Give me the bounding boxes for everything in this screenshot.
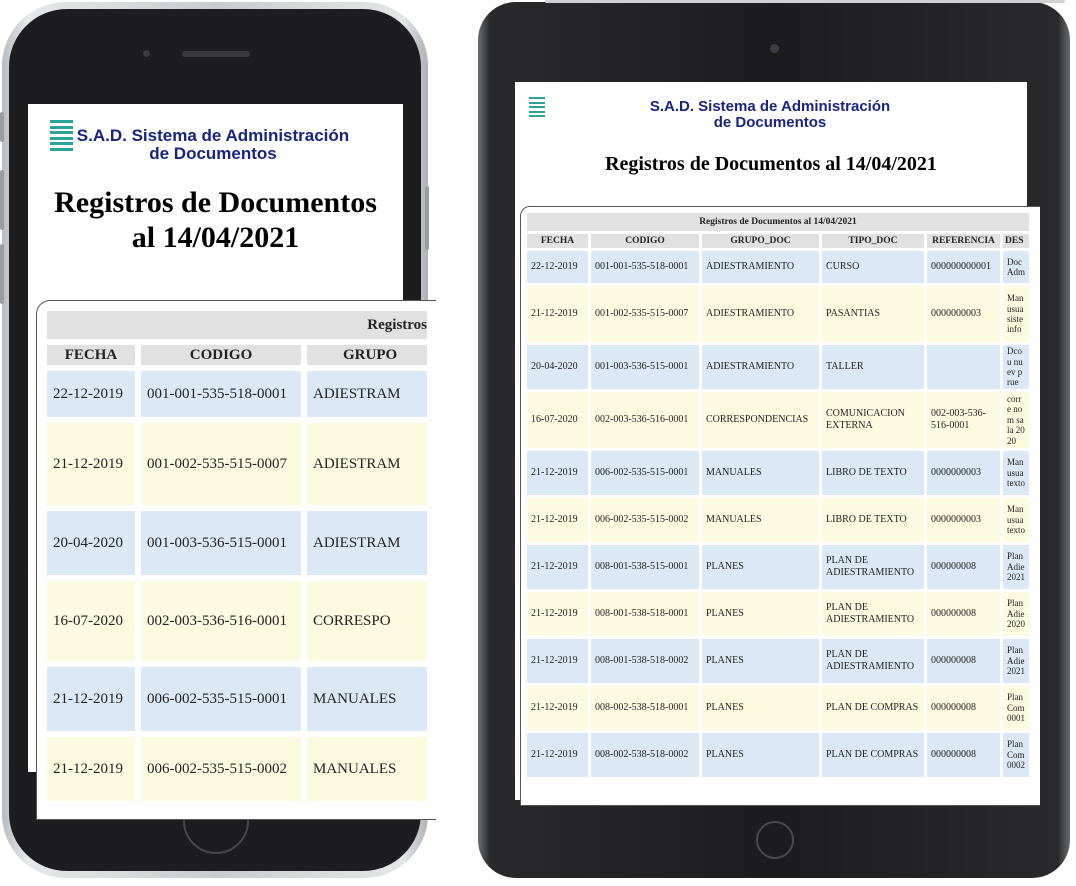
cell-descripcion: Man usua texto bbox=[1003, 498, 1029, 542]
cell-codigo: 008-001-538-518-0001 bbox=[591, 592, 699, 636]
cell-grupo-doc: PLANES bbox=[702, 733, 819, 777]
tablet-camera bbox=[770, 44, 779, 53]
records-table bbox=[524, 210, 1032, 780]
cell-fecha: 21-12-2019 bbox=[527, 686, 588, 730]
brand-title bbox=[605, 99, 935, 131]
cell-grupo-doc: ADIESTRAMIENTO bbox=[702, 251, 819, 283]
cell-grupo-doc: MANUALES bbox=[702, 498, 819, 542]
table-row[interactable] bbox=[47, 371, 427, 417]
cell-fecha: 21-12-2019 bbox=[527, 592, 588, 636]
cell-descripcion: Man usua siste info bbox=[1003, 286, 1029, 342]
cell-codigo: 006-002-535-515-0001 bbox=[141, 667, 301, 731]
table-row[interactable] bbox=[527, 592, 1029, 636]
cell-referencia: 000000008 bbox=[927, 733, 1000, 777]
cell-grupo: CORRESPO bbox=[307, 581, 427, 661]
phone-power-button bbox=[425, 186, 429, 250]
records-table bbox=[41, 305, 433, 807]
page-title: Registros de Documentos al 14/04/2021 bbox=[605, 153, 937, 175]
cell-referencia: 0000000003 bbox=[927, 451, 1000, 495]
cell-referencia: 002-003-536-516-0001 bbox=[927, 392, 1000, 448]
cell-descripcion: Plan Adie 2021 bbox=[1003, 545, 1029, 589]
cell-tipo-doc: PLAN DE ADIESTRAMIENTO bbox=[822, 592, 924, 636]
table-caption: Registros de Documentos al 14/04/2021 bbox=[527, 213, 1029, 231]
cell-descripcion: Plan Adie 2020 bbox=[1003, 592, 1029, 636]
table-row[interactable] bbox=[47, 511, 427, 575]
cell-fecha: 21-12-2019 bbox=[527, 639, 588, 683]
cell-codigo: 002-003-536-516-0001 bbox=[141, 581, 301, 661]
cell-codigo: 001-001-535-518-0001 bbox=[141, 371, 301, 417]
hamburger-menu-icon[interactable] bbox=[529, 97, 545, 117]
cell-fecha: 22-12-2019 bbox=[527, 251, 588, 283]
cell-fecha: 21-12-2019 bbox=[47, 423, 135, 505]
cell-fecha: 16-07-2020 bbox=[527, 392, 588, 448]
cell-codigo: 001-003-536-515-0001 bbox=[141, 511, 301, 575]
phone-speaker bbox=[182, 51, 250, 57]
table-row[interactable] bbox=[527, 498, 1029, 542]
cell-fecha: 21-12-2019 bbox=[47, 667, 135, 731]
table-row[interactable] bbox=[47, 423, 427, 505]
brand-line-1: S.A.D. Sistema de Administración bbox=[76, 126, 350, 145]
col-header-fecha[interactable]: FECHA bbox=[527, 234, 588, 248]
brand-line-1: S.A.D. Sistema de Administración bbox=[649, 98, 891, 115]
table-row[interactable] bbox=[527, 345, 1029, 389]
cell-tipo-doc: TALLER bbox=[822, 345, 924, 389]
cell-codigo: 001-003-536-515-0001 bbox=[591, 345, 699, 389]
col-header-grupo[interactable]: GRUPO bbox=[307, 345, 427, 365]
brand-title bbox=[73, 127, 353, 163]
table-row[interactable] bbox=[527, 392, 1029, 448]
cell-descripcion: corre nom sala 2020 bbox=[1003, 392, 1029, 448]
table-row[interactable] bbox=[527, 545, 1029, 589]
cell-codigo: 001-002-535-515-0007 bbox=[591, 286, 699, 342]
cell-descripcion: Doc Adm bbox=[1003, 251, 1029, 283]
table-caption: Registros bbox=[47, 311, 427, 339]
cell-fecha: 21-12-2019 bbox=[527, 733, 588, 777]
page-title bbox=[28, 186, 403, 255]
cell-descripcion: Dcou nuev prue bbox=[1003, 345, 1029, 389]
table-row[interactable] bbox=[527, 286, 1029, 342]
cell-tipo-doc: PLAN DE COMPRAS bbox=[822, 733, 924, 777]
cell-referencia: 000000008 bbox=[927, 592, 1000, 636]
cell-codigo: 001-001-535-518-0001 bbox=[591, 251, 699, 283]
cell-referencia: 000000008 bbox=[927, 639, 1000, 683]
cell-codigo: 006-002-535-515-0002 bbox=[591, 498, 699, 542]
cell-tipo-doc: CURSO bbox=[822, 251, 924, 283]
col-header-referencia[interactable]: REFERENCIA bbox=[927, 234, 1000, 248]
cell-codigo: 008-001-538-515-0001 bbox=[591, 545, 699, 589]
col-header-grupo-doc[interactable]: GRUPO_DOC bbox=[702, 234, 819, 248]
cell-tipo-doc: PLAN DE COMPRAS bbox=[822, 686, 924, 730]
cell-fecha: 21-12-2019 bbox=[527, 451, 588, 495]
cell-grupo-doc: PLANES bbox=[702, 592, 819, 636]
phone-volume-up bbox=[0, 170, 4, 230]
cell-tipo-doc: PLAN DE ADIESTRAMIENTO bbox=[822, 545, 924, 589]
cell-referencia: 0000000003 bbox=[927, 286, 1000, 342]
cell-descripcion: Plan Adie 2021 bbox=[1003, 639, 1029, 683]
page-title-line-1: Registros de Documentos bbox=[54, 186, 377, 219]
phone-volume-down bbox=[0, 244, 4, 304]
col-header-codigo[interactable]: CODIGO bbox=[591, 234, 699, 248]
hamburger-menu-icon[interactable] bbox=[50, 120, 73, 151]
phone-screen bbox=[28, 104, 427, 777]
col-header-codigo[interactable]: CODIGO bbox=[141, 345, 301, 365]
cell-tipo-doc: LIBRO DE TEXTO bbox=[822, 451, 924, 495]
cell-codigo: 001-002-535-515-0007 bbox=[141, 423, 301, 505]
records-card bbox=[520, 206, 1040, 806]
cell-codigo: 002-003-536-516-0001 bbox=[591, 392, 699, 448]
cell-tipo-doc: PLAN DE ADIESTRAMIENTO bbox=[822, 639, 924, 683]
cell-grupo-doc: PLANES bbox=[702, 686, 819, 730]
cell-fecha: 20-04-2020 bbox=[527, 345, 588, 389]
cell-referencia: 0000000003 bbox=[927, 498, 1000, 542]
cell-grupo-doc: MANUALES bbox=[702, 451, 819, 495]
table-row[interactable] bbox=[527, 251, 1029, 283]
cell-codigo: 008-002-538-518-0002 bbox=[591, 733, 699, 777]
cell-grupo-doc: PLANES bbox=[702, 545, 819, 589]
cell-grupo-doc: ADIESTRAMIENTO bbox=[702, 345, 819, 389]
brand-line-2: de Documentos bbox=[713, 113, 827, 131]
cell-fecha: 21-12-2019 bbox=[527, 545, 588, 589]
cell-fecha: 21-12-2019 bbox=[527, 286, 588, 342]
cell-grupo: MANUALES bbox=[307, 737, 427, 801]
cell-referencia: 000000008 bbox=[927, 686, 1000, 730]
cell-fecha: 22-12-2019 bbox=[47, 371, 135, 417]
table-row[interactable] bbox=[47, 667, 427, 731]
tablet-home-button[interactable] bbox=[756, 821, 794, 859]
cell-descripcion: Plan Com 0001 bbox=[1003, 686, 1029, 730]
cell-descripcion: Plan Com 0002 bbox=[1003, 733, 1029, 777]
page-title-line-2: al 14/04/2021 bbox=[131, 220, 300, 254]
cell-codigo: 008-001-538-518-0002 bbox=[591, 639, 699, 683]
cell-codigo: 006-002-535-515-0001 bbox=[591, 451, 699, 495]
cell-tipo-doc: PASANTIAS bbox=[822, 286, 924, 342]
cell-fecha: 20-04-2020 bbox=[47, 511, 135, 575]
table-row[interactable] bbox=[47, 737, 427, 801]
brand-line-2: de Documentos bbox=[149, 143, 277, 163]
phone-mute-switch bbox=[0, 112, 4, 142]
table-row[interactable] bbox=[527, 639, 1029, 683]
col-header-fecha[interactable]: FECHA bbox=[47, 345, 135, 365]
cell-referencia bbox=[927, 345, 1000, 389]
phone-camera bbox=[143, 50, 150, 57]
cell-grupo: ADIESTRAM bbox=[307, 423, 427, 505]
cell-fecha: 16-07-2020 bbox=[47, 581, 135, 661]
cell-tipo-doc: COMUNICACION EXTERNA bbox=[822, 392, 924, 448]
cell-grupo-doc: CORRESPONDENCIAS bbox=[702, 392, 819, 448]
records-card bbox=[36, 300, 436, 820]
table-row[interactable] bbox=[47, 581, 427, 661]
col-header-descripcion[interactable]: DES bbox=[1003, 234, 1029, 248]
tablet-top-edge bbox=[545, 0, 1065, 3]
tablet-screen bbox=[515, 82, 1027, 800]
cell-grupo-doc: ADIESTRAMIENTO bbox=[702, 286, 819, 342]
col-header-tipo-doc[interactable]: TIPO_DOC bbox=[822, 234, 924, 248]
cell-descripcion: Man usua texto bbox=[1003, 451, 1029, 495]
table-row[interactable] bbox=[527, 733, 1029, 777]
cell-referencia: 000000008 bbox=[927, 545, 1000, 589]
cell-grupo: ADIESTRAM bbox=[307, 511, 427, 575]
table-row[interactable] bbox=[527, 451, 1029, 495]
cell-codigo: 006-002-535-515-0002 bbox=[141, 737, 301, 801]
cell-fecha: 21-12-2019 bbox=[527, 498, 588, 542]
cell-grupo-doc: PLANES bbox=[702, 639, 819, 683]
cell-grupo: ADIESTRAM bbox=[307, 371, 427, 417]
cell-grupo: MANUALES bbox=[307, 667, 427, 731]
table-row[interactable] bbox=[527, 686, 1029, 730]
cell-tipo-doc: LIBRO DE TEXTO bbox=[822, 498, 924, 542]
cell-referencia: 000000000001 bbox=[927, 251, 1000, 283]
cell-codigo: 008-002-538-518-0001 bbox=[591, 686, 699, 730]
cell-fecha: 21-12-2019 bbox=[47, 737, 135, 801]
